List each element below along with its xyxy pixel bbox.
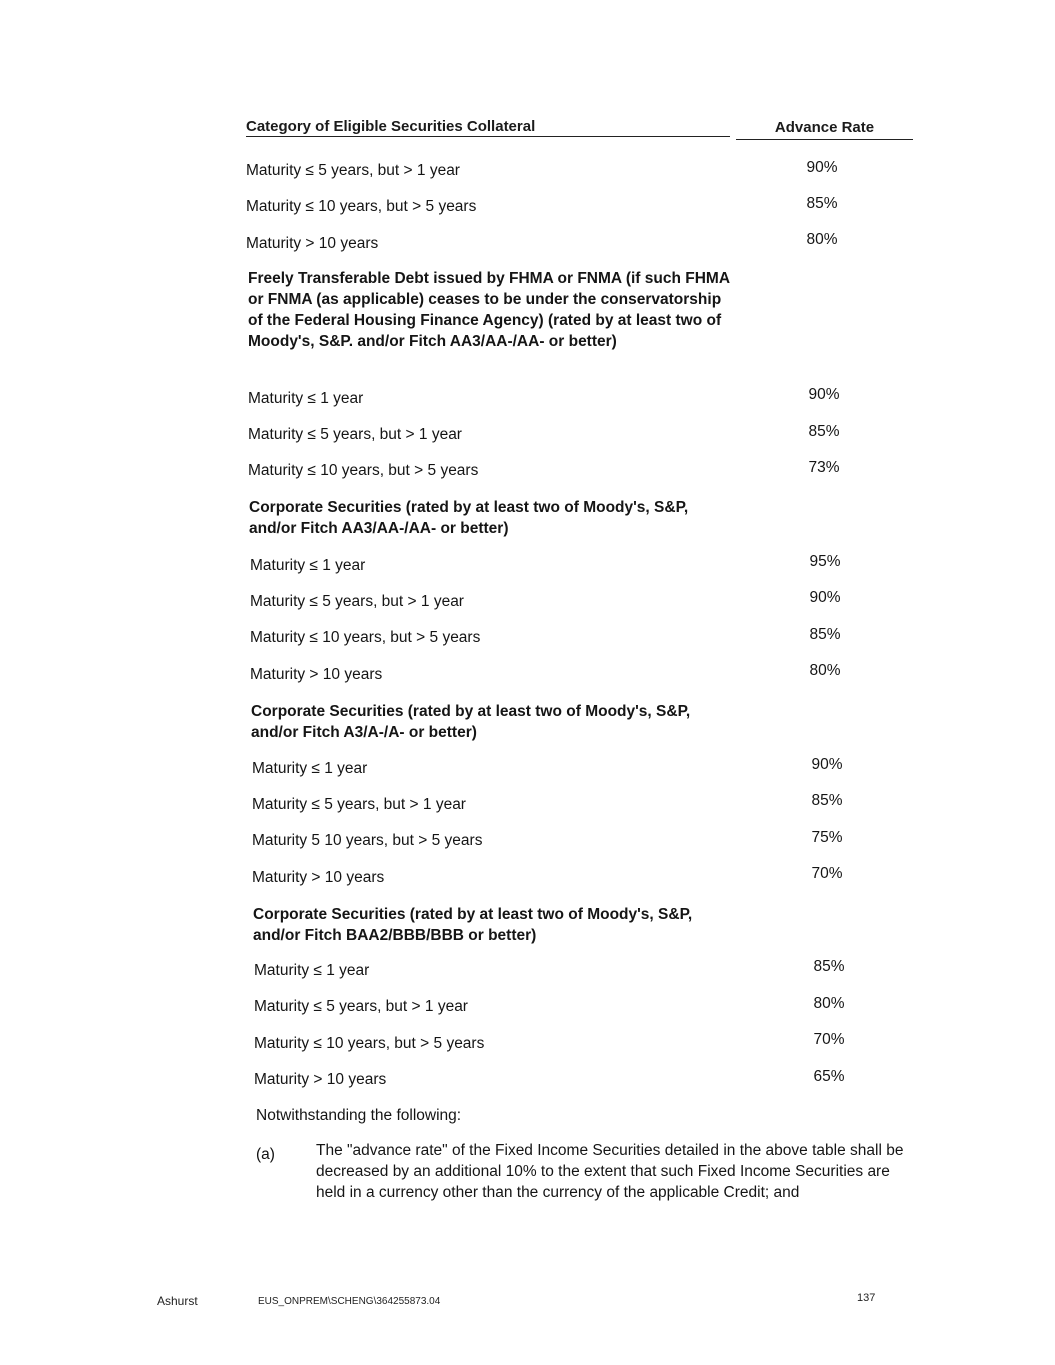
table-row-rate: 90% — [811, 756, 843, 773]
table-row-rate: 73% — [808, 459, 840, 476]
category-column-header: Category of Eligible Securities Collateral — [246, 118, 730, 137]
table-row-label: Maturity ≤ 1 year — [250, 557, 366, 574]
table-row-label: Maturity ≤ 5 years, but > 1 year — [250, 593, 464, 610]
table-row-rate: 85% — [808, 423, 840, 440]
table-row-label: Maturity ≤ 1 year — [254, 962, 370, 979]
table-row-label: Maturity ≤ 1 year — [248, 390, 364, 407]
table-row-rate: 85% — [811, 792, 843, 809]
advance-rate-column-header: Advance Rate — [736, 119, 913, 140]
page-number: 137 — [857, 1292, 876, 1304]
section-heading-corporate-a: Corporate Securities (rated by at least two of Moody's, S&P, and/or Fitch A3/A-/A- or better) — [251, 703, 691, 741]
table-row-label: Maturity > 10 years — [252, 869, 385, 886]
table-row-rate: 90% — [808, 386, 840, 403]
table-row-label: Maturity ≤ 5 years, but > 1 year — [248, 426, 462, 443]
footer-document-reference: EUS_ONPREM\SCHENG\364255873.04 — [258, 1296, 441, 1307]
table-row-rate: 85% — [813, 958, 845, 975]
table-row-rate: 70% — [811, 865, 843, 882]
table-row-label: Maturity 5 10 years, but > 5 years — [252, 832, 483, 849]
table-row-label: Maturity > 10 years — [250, 666, 383, 683]
table-row-rate: 80% — [813, 995, 845, 1012]
table-row-rate: 95% — [809, 553, 841, 570]
notwithstanding-intro: Notwithstanding the following: — [256, 1107, 462, 1124]
table-row-rate: 70% — [813, 1031, 845, 1048]
section-heading-fhma-fnma: Freely Transferable Debt issued by FHMA or FNMA (if such FHMA or FNMA (as applicable) ceases to be under the conservatorship of the Federal Housing Finance Agency) (rated by at least two of Moody's, S&P. and/or Fitch AA3/AA-/AA- or better) — [248, 270, 730, 350]
section-heading-corporate-baa2: Corporate Securities (rated by at least two of Moody's, S&P, and/or Fitch BAA2/BBB/BBB or better) — [253, 906, 693, 944]
table-row-rate: 90% — [806, 159, 838, 176]
table-row-label: Maturity ≤ 10 years, but > 5 years — [246, 198, 477, 215]
table-row-label: Maturity ≤ 10 years, but > 5 years — [250, 629, 481, 646]
footer-firm-name: Ashurst — [157, 1294, 198, 1308]
table-row-label: Maturity ≤ 5 years, but > 1 year — [254, 998, 468, 1015]
table-row-rate: 85% — [806, 195, 838, 212]
table-row-rate: 80% — [809, 662, 841, 679]
table-row-label: Maturity ≤ 10 years, but > 5 years — [248, 462, 479, 479]
list-item-label-a: (a) — [256, 1146, 275, 1163]
table-row-rate: 80% — [806, 231, 838, 248]
table-row-label: Maturity ≤ 10 years, but > 5 years — [254, 1035, 485, 1052]
table-row-rate: 75% — [811, 829, 843, 846]
table-row-label: Maturity ≤ 1 year — [252, 760, 368, 777]
table-row-label: Maturity ≤ 5 years, but > 1 year — [252, 796, 466, 813]
table-row-label: Maturity ≤ 5 years, but > 1 year — [246, 162, 460, 179]
list-item-text-a: The "advance rate" of the Fixed Income Securities detailed in the above table shall be decreased by an additional 10% to the extent that such Fixed Income Securities are held in a currency other than the currency of the applicable Credit; and — [316, 1142, 904, 1201]
table-row-rate: 65% — [813, 1068, 845, 1085]
table-row-label: Maturity > 10 years — [246, 235, 379, 252]
section-heading-corporate-aa: Corporate Securities (rated by at least two of Moody's, S&P, and/or Fitch AA3/AA-/AA- or better) — [249, 499, 689, 537]
table-row-rate: 85% — [809, 626, 841, 643]
table-row-rate: 90% — [809, 589, 841, 606]
table-row-label: Maturity > 10 years — [254, 1071, 387, 1088]
